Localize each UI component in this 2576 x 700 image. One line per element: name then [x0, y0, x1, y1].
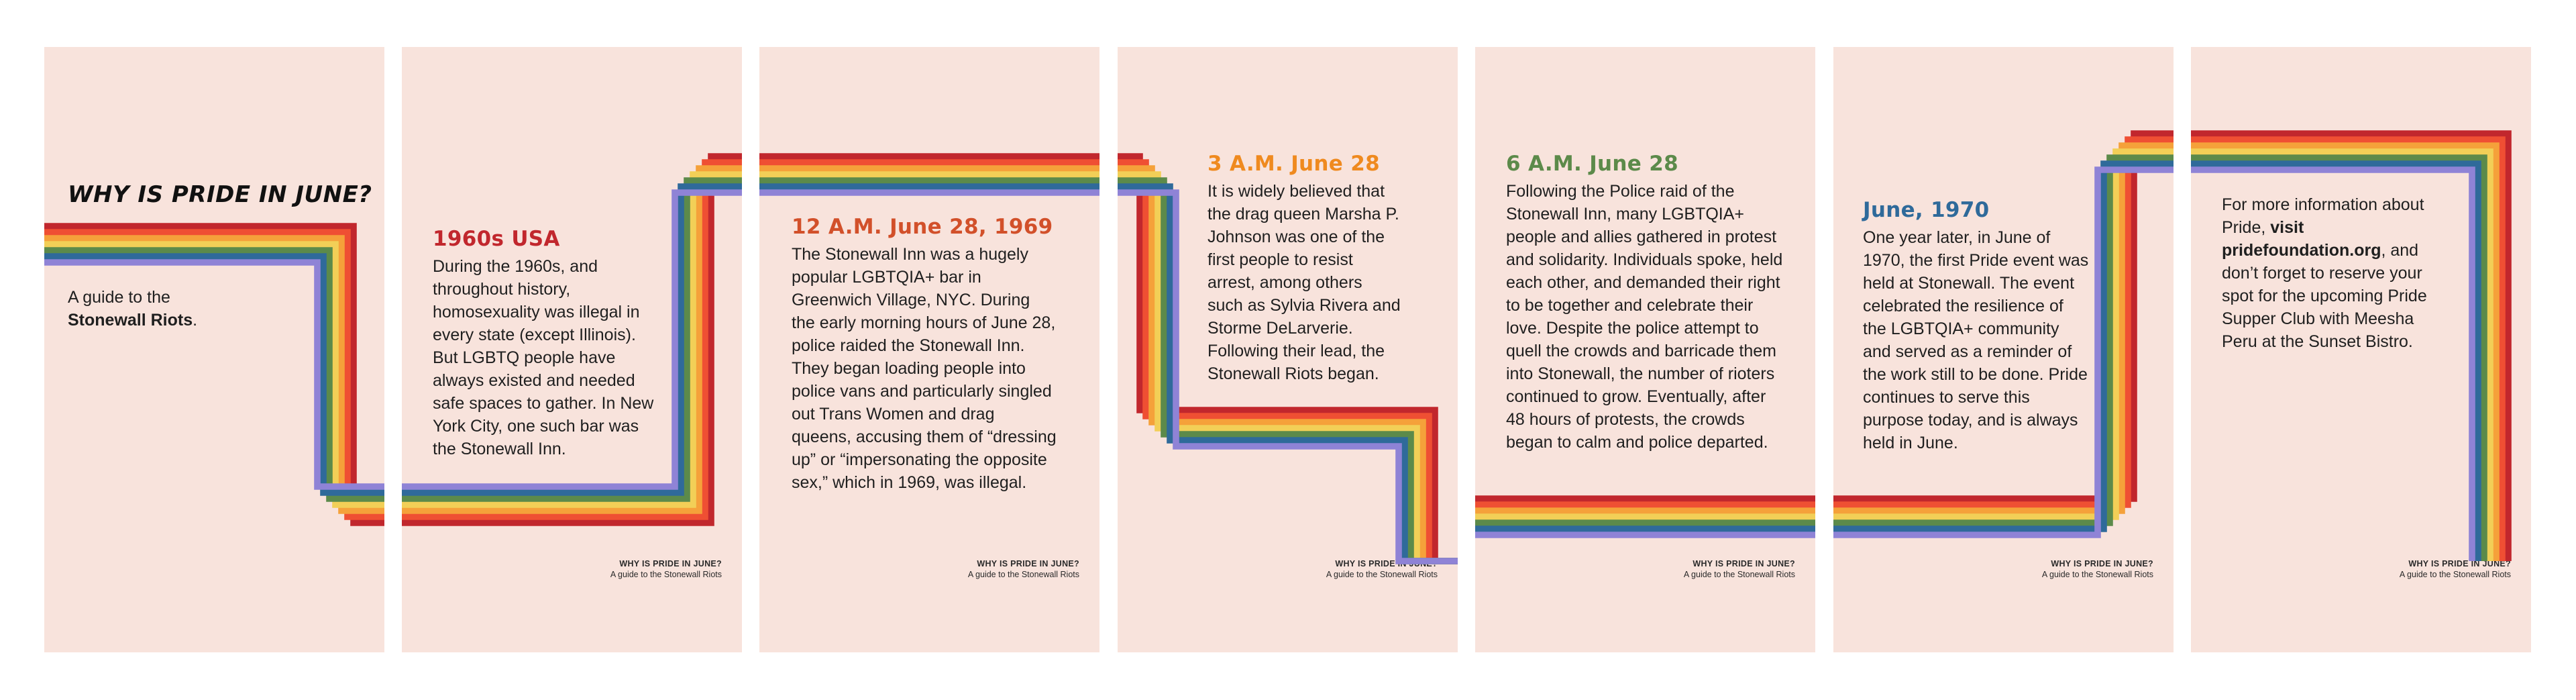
panel-heading: 1960s USA [433, 227, 560, 251]
panel-body: The Stonewall Inn was a hugely popular LGBTQIA+ bar in Greenwich Village, NYC. During the early morning hours of June 28, police raided the Stonewall Inn. They began loading people into police vans and particularly singled out Trans Women and drag queens, accusing them of “dressing up” or “impersonating the opposite sex,” which in 1969, was illegal. [792, 245, 1057, 492]
panel-footer [968, 558, 1079, 580]
footer-title: WHY IS PRIDE IN JUNE? [1335, 559, 1438, 568]
footer-subtitle: A guide to the Stonewall Riots [1326, 570, 1438, 579]
panel-midnight-text [792, 215, 1057, 494]
cover-title: WHY IS PRIDE IN JUNE? [68, 181, 372, 208]
panel-heading: June, 1970 [1863, 198, 1990, 222]
panel-3am [1118, 47, 1458, 652]
footer-subtitle: A guide to the Stonewall Riots [2041, 570, 2153, 579]
panel-cover [44, 47, 384, 652]
footer-subtitle: A guide to the Stonewall Riots [610, 570, 722, 579]
panel-footer [2042, 558, 2153, 580]
panel-heading: 12 A.M. June 28, 1969 [792, 215, 1053, 239]
panel-1970 [1833, 47, 2174, 652]
panel-footer [1684, 558, 1795, 580]
panel-6am-text [1506, 152, 1788, 454]
website-link[interactable]: visit pridefoundation.org [2222, 218, 2381, 260]
footer-subtitle: A guide to the Stonewall Riots [1683, 570, 1795, 579]
panel-6am [1475, 47, 1815, 652]
footer-title: WHY IS PRIDE IN JUNE? [619, 559, 722, 568]
panel-3am-text [1208, 152, 1402, 385]
cover-intro [68, 286, 197, 332]
panel-body: Following the Police raid of the Stonewall Inn, many LGBTQIA+ people and allies gathered in protest and solidarity. Individuals spoke, held each other, and demanded their right to be together and celebrate their love. Despite the police attempt to quell the crowds and barricade them into Stonewall, the number of rioters continued to grow. Eventually, after 48 hours of protests, the crowds began to calm and police departed. [1506, 182, 1783, 452]
panel-1960s-text [433, 227, 661, 460]
panel-body: One year later, in June of 1970, the first Pride event was held at Stonewall. The event celebrated the resilience of the LGBTQIA+ community and served as a reminder of the work still to be done. Pride continues to serve this purpose today, and is always held in June. [1863, 228, 2089, 452]
panel-more-info [2191, 47, 2531, 652]
footer-title: WHY IS PRIDE IN JUNE? [1693, 559, 1795, 568]
panel-heading: 6 A.M. June 28 [1506, 152, 1678, 176]
footer-title: WHY IS PRIDE IN JUNE? [977, 559, 1079, 568]
cover-intro-emphasis: Stonewall Riots [68, 311, 193, 330]
footer-title: WHY IS PRIDE IN JUNE? [2408, 559, 2511, 568]
panel-footer [610, 558, 722, 580]
footer-subtitle: A guide to the Stonewall Riots [2399, 570, 2511, 579]
panel-more-info-text [2222, 193, 2450, 353]
panel-1960s [402, 47, 742, 652]
more-info-lead: For more information about Pride, [2222, 195, 2424, 237]
more-info-rest: , and don’t forget to reserve your spot for the upcoming Pride Supper Club with Meesha Peru at the Sunset Bistro. [2222, 241, 2427, 351]
panel-heading: 3 A.M. June 28 [1208, 152, 1380, 176]
footer-title: WHY IS PRIDE IN JUNE? [2051, 559, 2153, 568]
cover-intro-period: . [193, 311, 198, 330]
panel-footer [1326, 558, 1438, 580]
panel-footer [2400, 558, 2511, 580]
cover-intro-line1: A guide to the [68, 288, 170, 307]
footer-subtitle: A guide to the Stonewall Riots [967, 570, 1079, 579]
panel-body [2222, 193, 2450, 353]
panel-body: It is widely believed that the drag queen Marsha P. Johnson was one of the first people to resist arrest, among others such as Sylvia Rivera and Storme DeLarverie. Following their lead, the Stonewall Riots began. [1208, 182, 1401, 383]
panel-midnight [759, 47, 1099, 652]
panel-1970-text [1863, 198, 2091, 454]
panel-body: During the 1960s, and throughout history, homosexuality was illegal in every state (except Illinois). But LGBTQ people have always existed and needed safe spaces to gather. In New York City, one such bar was the Stonewall Inn. [433, 257, 654, 458]
